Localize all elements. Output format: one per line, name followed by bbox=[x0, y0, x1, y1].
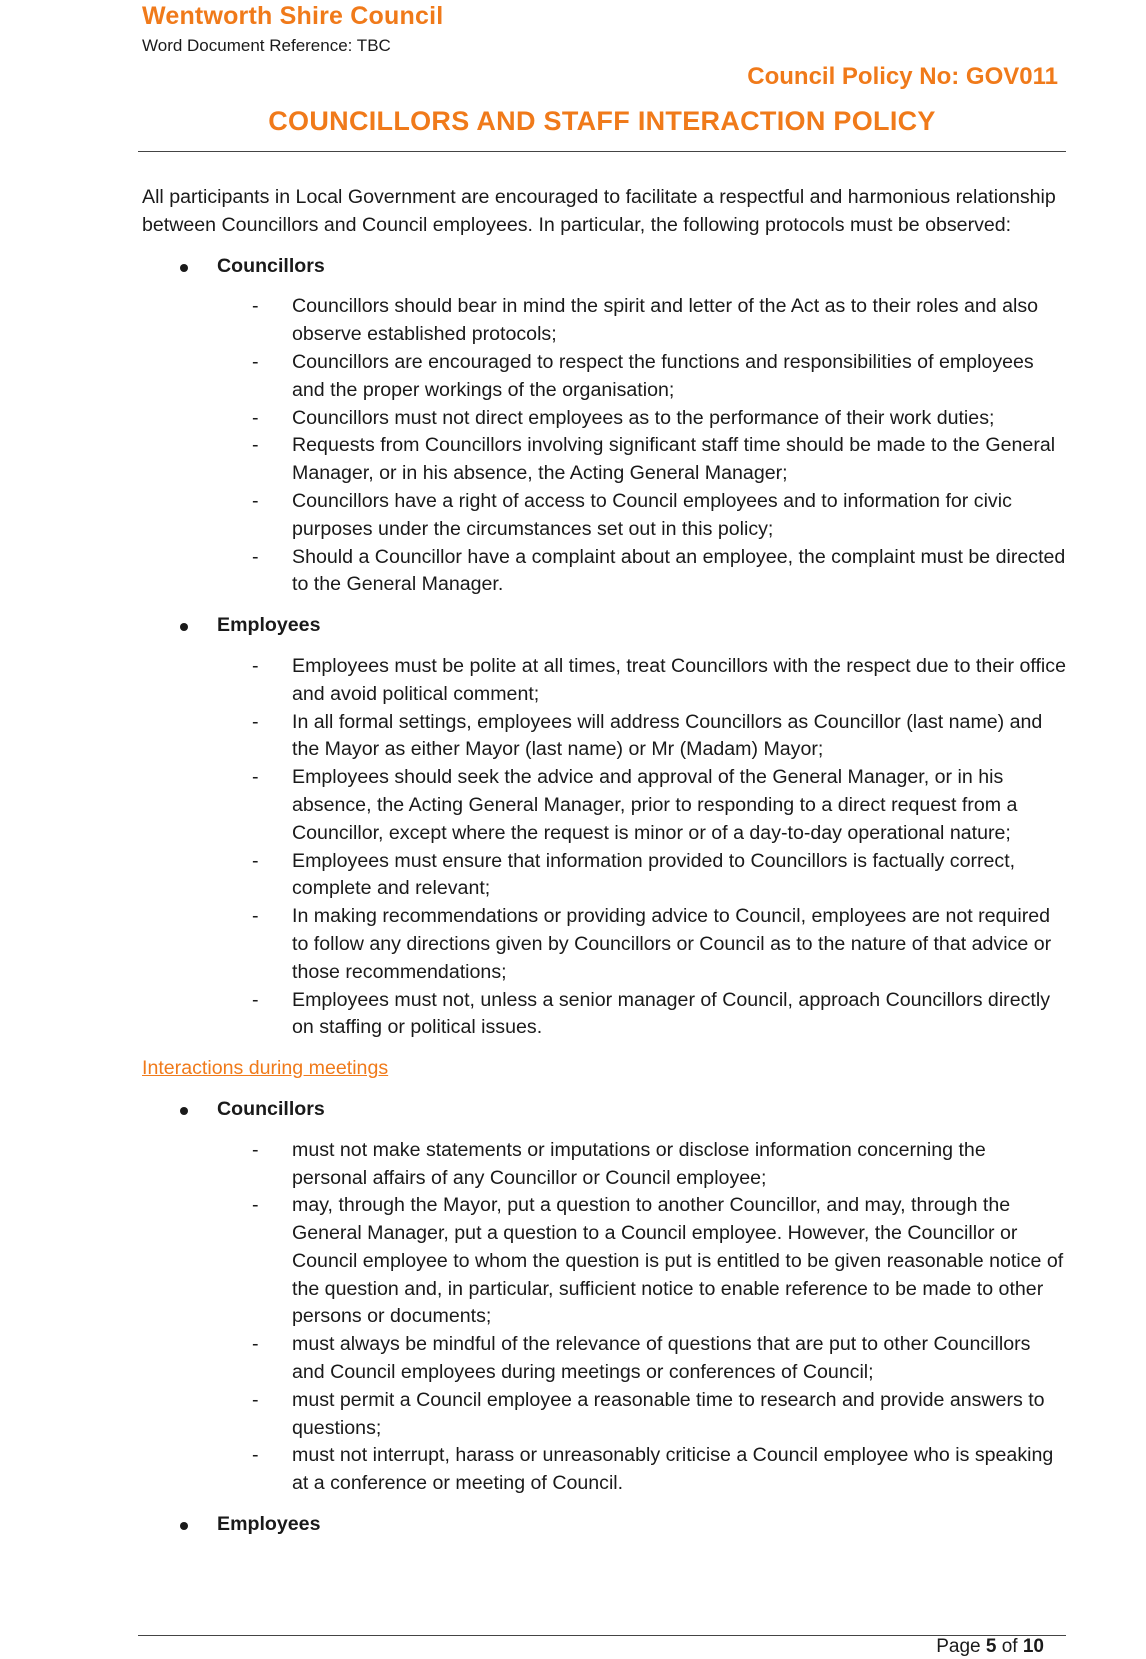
dash-marker: - bbox=[252, 406, 259, 429]
list-item bbox=[142, 1192, 1066, 1331]
bullet-dot-icon bbox=[180, 1107, 188, 1115]
header-divider bbox=[138, 151, 1066, 152]
meetings-subheading: Interactions during meetings bbox=[142, 1057, 389, 1080]
bullet-heading bbox=[142, 612, 1066, 640]
list-item-text: may, through the Mayor, put a question to another Councillor, and may, through the General Manager, put a question to a Council employee. However, the Councillor or Council employee to whom the question is put is entitled to be given reasonable notice of the question and, in particular, sufficient notice to enable reference to be made to other persons or documents; bbox=[292, 1194, 1064, 1328]
dash-marker: - bbox=[252, 654, 259, 677]
list-item-text: Councillors are encouraged to respect the functions and responsibilities of employees and the proper workings of the organisation; bbox=[292, 350, 1034, 401]
footer-divider bbox=[138, 1635, 1066, 1636]
meetings-employees-section bbox=[142, 1511, 1066, 1539]
dash-marker: - bbox=[252, 988, 259, 1011]
list-item-text: In all formal settings, employees will address Councillors as Councillor (last name) and the Mayor as either Mayor (last name) or Mr (Madam) Mayor; bbox=[292, 710, 1043, 761]
bullet-heading-text: Employees bbox=[217, 1513, 321, 1536]
organisation-name: Wentworth Shire Council bbox=[142, 2, 444, 30]
dash-marker: - bbox=[252, 295, 259, 318]
list-item-text: must permit a Council employee a reasonable time to research and provide answers to questions; bbox=[292, 1388, 1045, 1439]
list-item bbox=[142, 405, 1066, 433]
dash-list bbox=[142, 293, 1066, 599]
document-reference: Word Document Reference: TBC bbox=[142, 36, 391, 55]
dash-marker: - bbox=[252, 1388, 259, 1411]
dash-list bbox=[142, 653, 1066, 1042]
list-item bbox=[142, 432, 1066, 488]
page-current: 5 bbox=[985, 1636, 997, 1657]
list-item bbox=[142, 488, 1066, 544]
list-item-text: Councillors must not direct employees as to the performance of their work duties; bbox=[292, 406, 995, 429]
dash-marker: - bbox=[252, 545, 259, 568]
list-item bbox=[142, 1137, 1066, 1193]
dash-marker: - bbox=[252, 905, 259, 928]
list-item-text: Employees must be polite at all times, treat Councillors with the respect due to their office and avoid political comment; bbox=[292, 654, 1066, 705]
page-prefix: Page bbox=[936, 1636, 986, 1657]
list-item-text: Requests from Councillors involving significant staff time should be made to the General Manager, or in his absence, the Acting General Manager; bbox=[292, 434, 1056, 485]
list-item-text: Councillors should bear in mind the spirit and letter of the Act as to their roles and also observe established protocols; bbox=[292, 295, 1039, 346]
dash-marker: - bbox=[252, 434, 259, 457]
list-item-text: In making recommendations or providing advice to Council, employees are not required to follow any directions given by Councillors or Council as to the nature of that advice or those recommendations; bbox=[292, 905, 1052, 983]
policy-title: COUNCILLORS AND STAFF INTERACTION POLICY bbox=[268, 106, 936, 136]
list-item-text: Employees must not, unless a senior manager of Council, approach Councillors directly on staffing or political issues. bbox=[292, 988, 1050, 1039]
meetings-councillors-section bbox=[142, 1096, 1066, 1498]
bullet-heading bbox=[142, 1096, 1066, 1124]
bullet-dot-icon bbox=[180, 623, 188, 631]
page-of: of bbox=[996, 1636, 1023, 1657]
list-item bbox=[142, 848, 1066, 904]
bullet-heading-text: Employees bbox=[217, 614, 321, 637]
list-item bbox=[142, 293, 1066, 349]
dash-marker: - bbox=[252, 710, 259, 733]
intro-paragraph: All participants in Local Government are encouraged to facilitate a respectful and harmonious relationship between Councillors and Council employees. In particular, the following protocols must be observed: bbox=[142, 186, 1056, 236]
list-item-text: Should a Councillor have a complaint about an employee, the complaint must be directed to the General Manager. bbox=[292, 545, 1066, 596]
dash-marker: - bbox=[252, 849, 259, 872]
dash-marker: - bbox=[252, 1138, 259, 1161]
list-item bbox=[142, 987, 1066, 1043]
general-employees-section bbox=[142, 612, 1066, 1042]
list-item bbox=[142, 349, 1066, 405]
list-item bbox=[142, 1387, 1066, 1443]
list-item-text: must always be mindful of the relevance of questions that are put to other Councillors and Council employees during meetings or conferences of Council; bbox=[292, 1333, 1031, 1384]
list-item-text: Councillors have a right of access to Council employees and to information for civic purposes under the circumstances set out in this policy; bbox=[292, 489, 1012, 540]
dash-marker: - bbox=[252, 489, 259, 512]
dash-marker: - bbox=[252, 766, 259, 789]
bullet-heading-text: Councillors bbox=[217, 1097, 325, 1120]
bullet-heading-text: Councillors bbox=[217, 254, 325, 277]
dash-marker: - bbox=[252, 1194, 259, 1217]
dash-marker: - bbox=[252, 350, 259, 373]
dash-marker: - bbox=[252, 1444, 259, 1467]
list-item-text: Employees should seek the advice and approval of the General Manager, or in his absence, the Acting General Manager, prior to responding to a direct request from a Councillor, except where the request is minor or of a day-to-day operational nature; bbox=[292, 766, 1018, 844]
page-total: 10 bbox=[1022, 1636, 1044, 1657]
list-item bbox=[142, 903, 1066, 986]
list-item bbox=[142, 764, 1066, 847]
list-item-text: must not interrupt, harass or unreasonably criticise a Council employee who is speaking at a conference or meeting of Council. bbox=[292, 1444, 1054, 1495]
dash-list bbox=[142, 1137, 1066, 1498]
policy-number: Council Policy No: GOV011 bbox=[747, 63, 1058, 90]
page-number bbox=[936, 1636, 1044, 1658]
list-item-text: Employees must ensure that information provided to Councillors is factually correct, complete and relevant; bbox=[292, 849, 1016, 900]
bullet-heading bbox=[142, 253, 1066, 281]
list-item bbox=[142, 1442, 1066, 1498]
general-councillors-section bbox=[142, 253, 1066, 600]
dash-marker: - bbox=[252, 1333, 259, 1356]
document-body bbox=[142, 184, 1066, 1552]
list-item bbox=[142, 653, 1066, 709]
list-item bbox=[142, 544, 1066, 600]
bullet-dot-icon bbox=[180, 1522, 188, 1530]
bullet-dot-icon bbox=[180, 264, 188, 272]
list-item-text: must not make statements or imputations or disclose information concerning the personal affairs of any Councillor or Council employee; bbox=[292, 1138, 986, 1189]
bullet-heading bbox=[142, 1511, 1066, 1539]
list-item bbox=[142, 1331, 1066, 1387]
list-item bbox=[142, 709, 1066, 765]
